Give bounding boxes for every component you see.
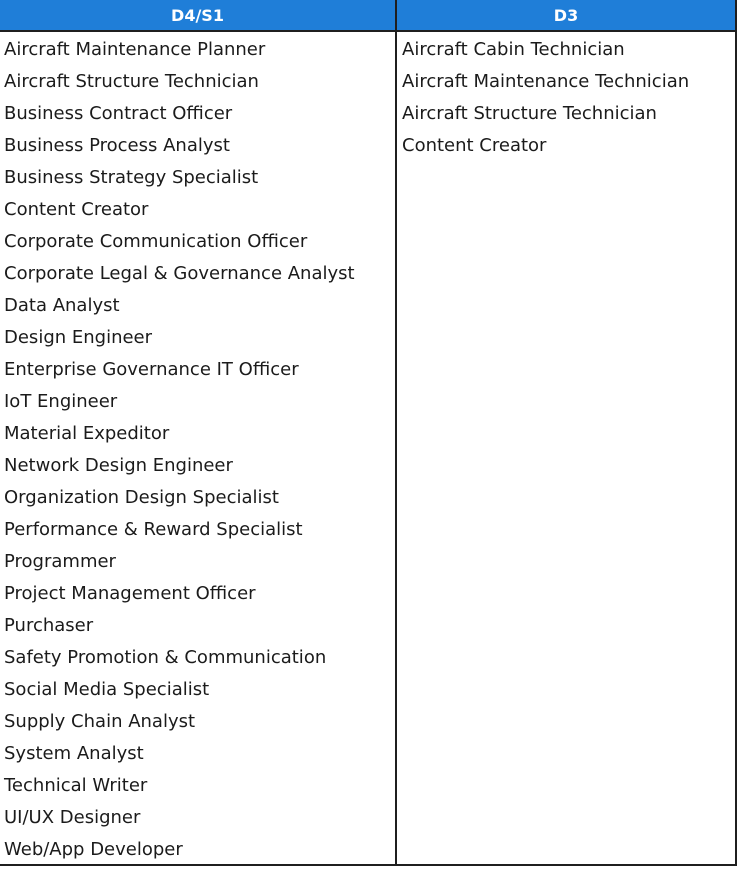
list-item: IoT Engineer: [4, 391, 118, 412]
list-item: Aircraft Structure Technician: [4, 71, 259, 92]
list-item: Data Analyst: [4, 295, 120, 316]
list-item: Network Design Engineer: [4, 455, 233, 476]
d4-s1-job-list: [0, 32, 397, 866]
column-header-d3: D3: [397, 0, 735, 32]
list-item: Programmer: [4, 551, 116, 572]
list-item: Content Creator: [402, 135, 547, 156]
list-item: Corporate Communication Officer: [4, 231, 308, 252]
list-item: Purchaser: [4, 615, 94, 636]
table-body-row: [0, 32, 735, 866]
list-item: Business Strategy Specialist: [4, 167, 259, 188]
list-item: Performance & Reward Specialist: [4, 519, 303, 540]
d3-job-list: [397, 32, 735, 866]
list-item: Technical Writer: [4, 775, 148, 796]
list-item: Content Creator: [4, 199, 149, 220]
list-item: Project Management Officer: [4, 583, 256, 604]
list-item: Corporate Legal & Governance Analyst: [4, 263, 355, 284]
list-item: Aircraft Maintenance Technician: [402, 71, 690, 92]
list-item: Aircraft Structure Technician: [402, 103, 657, 124]
list-item: Web/App Developer: [4, 839, 183, 860]
list-item: Organization Design Specialist: [4, 487, 279, 508]
list-item: Supply Chain Analyst: [4, 711, 196, 732]
column-header-d4-s1: D4/S1: [0, 0, 397, 32]
list-item: Safety Promotion & Communication: [4, 647, 327, 668]
list-item: UI/UX Designer: [4, 807, 141, 828]
list-item: Enterprise Governance IT Officer: [4, 359, 299, 380]
list-item: Social Media Specialist: [4, 679, 210, 700]
list-item: Aircraft Maintenance Planner: [4, 39, 266, 60]
list-item: Aircraft Cabin Technician: [402, 39, 625, 60]
list-item: Business Process Analyst: [4, 135, 230, 156]
list-item: Design Engineer: [4, 327, 153, 348]
table-header-row: [0, 0, 735, 32]
list-item: Material Expeditor: [4, 423, 170, 444]
list-item: Business Contract Officer: [4, 103, 233, 124]
list-item: System Analyst: [4, 743, 144, 764]
